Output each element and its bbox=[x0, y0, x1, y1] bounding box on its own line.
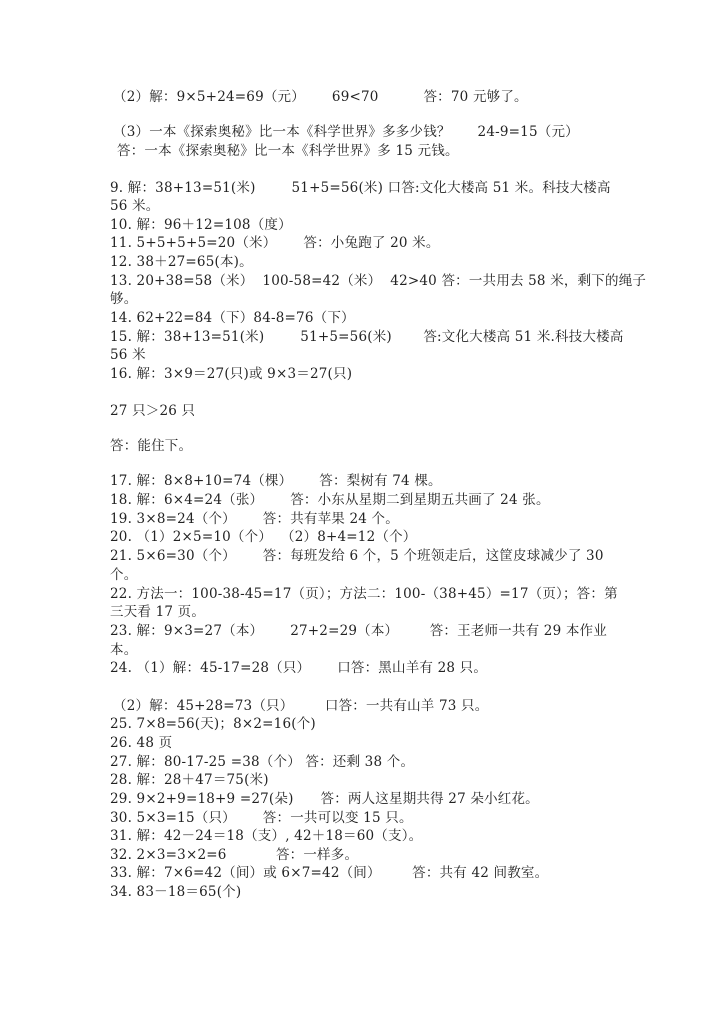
answer-line: 11. 5+5+5+5=20（米） 答：小兔跑了 20 米。 bbox=[110, 235, 440, 251]
answer-line: 27 只＞26 只 bbox=[110, 403, 196, 419]
answer-line: 答：一本《探索奥秘》比一本《科学世界》多 15 元钱。 bbox=[117, 143, 459, 159]
answer-line: 17. 解：8×8+10=74（棵） 答：梨树有 74 棵。 bbox=[110, 473, 442, 489]
answer-line: 29. 9×2+9=18+9 =27(朵) 答：两人这星期共得 27 朵小红花。 bbox=[110, 791, 539, 807]
answer-line: （2）解：45+28=73（只） 口答：一共有山羊 73 只。 bbox=[113, 698, 489, 714]
answer-line: 个。 bbox=[110, 567, 138, 583]
answer-line: 够。 bbox=[110, 291, 138, 307]
answer-line: 21. 5×6=30（个） 答：每班发给 6 个，5 个班领走后，这筐皮球减少了 30 bbox=[110, 548, 604, 564]
answer-line: 24. （1）解：45-17=28（只） 口答：黑山羊有 28 只。 bbox=[110, 660, 488, 676]
answer-line: 14. 62+22=84（下）84-8=76（下） bbox=[110, 310, 355, 326]
answer-line: 23. 解：9×3=27（本） 27+2=29（本） 答：王老师一共有 29 本作业 bbox=[110, 623, 607, 639]
answer-line: 本。 bbox=[110, 642, 138, 658]
answer-line: 33. 解：7×6=42（间）或 6×7=42（间） 答：共有 42 间教室。 bbox=[110, 865, 549, 881]
answer-line: 13. 20+38=58（米） 100-58=42（米） 42>40 答：一共用去 58 米，剩下的绳子 bbox=[110, 273, 647, 289]
answer-line: 32. 2×3=3×2=6 答：一样多。 bbox=[110, 847, 359, 863]
answer-line: 10. 解：96＋12=108（度） bbox=[110, 217, 292, 233]
answer-line: 19. 3×8=24（个） 答：共有苹果 24 个。 bbox=[110, 511, 399, 527]
answer-line: 15. 解：38+13=51(米) 51+5=56(米) 答:文化大楼高 51 米.科技大楼高 bbox=[110, 329, 624, 345]
answer-line: 22. 方法一：100-38-45=17（页）；方法二：100-（38+45）=17（页）；答：第 bbox=[110, 586, 618, 602]
answer-line: 16. 解：3×9＝27(只)或 9×3＝27(只) bbox=[110, 366, 353, 382]
answer-line: 18. 解：6×4=24（张） 答：小东从星期二到星期五共画了 24 张。 bbox=[110, 492, 550, 508]
answer-line: 56 米。 bbox=[110, 198, 160, 214]
answer-line: 12. 38＋27=65(本)。 bbox=[110, 254, 253, 270]
answer-line: 31. 解：42－24＝18（支）, 42＋18＝60（支）。 bbox=[110, 828, 423, 844]
answer-line: （2）解：9×5+24=69（元） 69<70 答：70 元够了。 bbox=[113, 89, 528, 105]
answer-line: 25. 7×8=56(天)；8×2=16(个) bbox=[110, 716, 316, 732]
answer-line: 三天看 17 页。 bbox=[110, 604, 206, 620]
answer-line: 答：能住下。 bbox=[110, 438, 193, 454]
answer-line: 56 米 bbox=[110, 347, 146, 363]
answer-line: 34. 83－18＝65(个) bbox=[110, 884, 242, 900]
answer-line: 9. 解：38+13=51(米) 51+5=56(米) 口答:文化大楼高 51 米。科技大楼高 bbox=[110, 180, 611, 196]
answer-line: 30. 5×3=15（只） 答：一共可以变 15 只。 bbox=[110, 810, 413, 826]
answer-line: 28. 解：28＋47＝75(米) bbox=[110, 772, 269, 788]
answer-line: （3）一本《探索奥秘》比一本《科学世界》多多少钱？ 24-9=15（元） bbox=[113, 124, 579, 140]
answer-line: 20. （1）2×5=10（个） （2）8+4=12（个） bbox=[110, 529, 417, 545]
answer-line: 27. 解：80-17-25 =38（个） 答：还剩 38 个。 bbox=[110, 754, 415, 770]
answer-line: 26. 48 页 bbox=[110, 735, 173, 751]
